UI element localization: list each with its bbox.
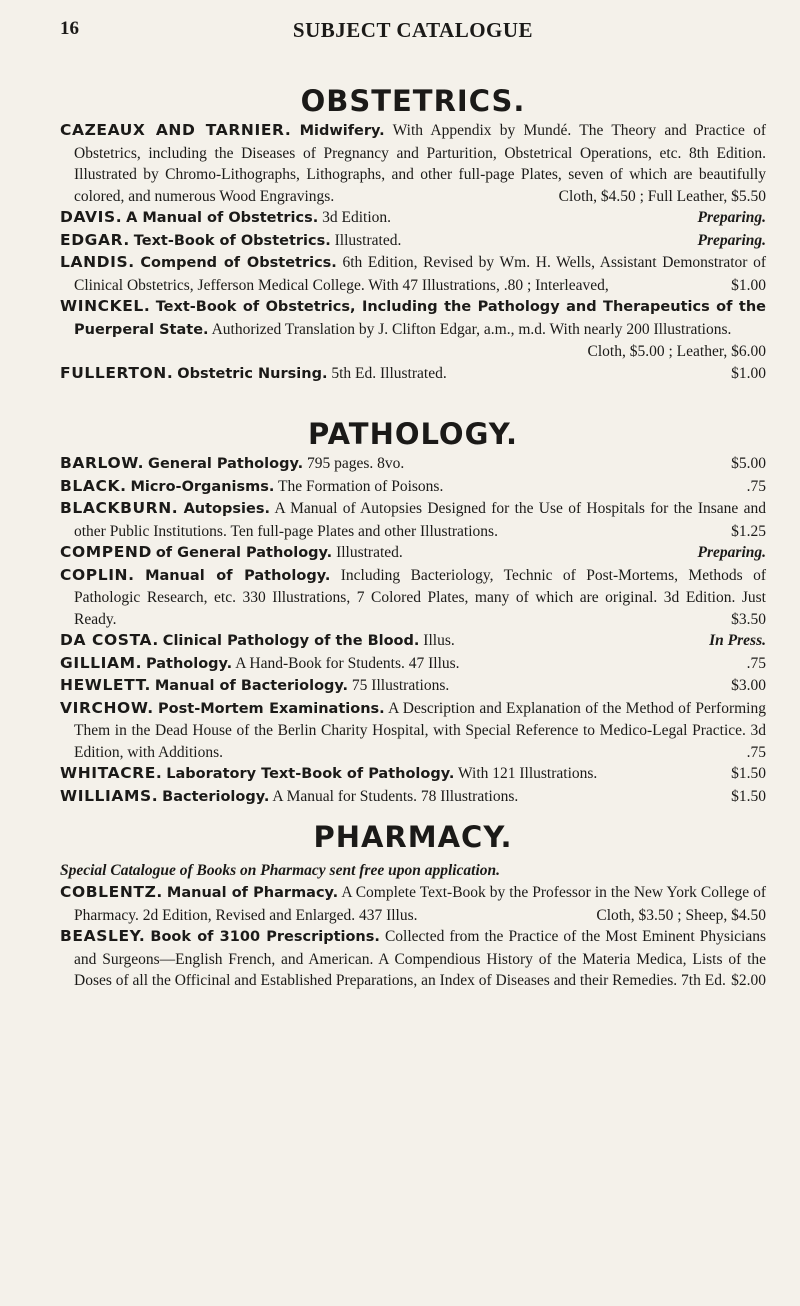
catalogue-page: [60, 18, 766, 992]
entry-text: 6th Edition, Revised by Wm. H. Wells, Assistant Demonstrator of Clinical Obstetrics, Jefferson Medical College. With 47 Illustrations, .80 ; Interleaved,: [74, 254, 767, 294]
entry-price: Preparing.: [697, 544, 766, 561]
entry-author: DA COSTA.: [60, 631, 159, 649]
entry-author: WINCKEL.: [60, 297, 151, 315]
entry-author: BLACKBURN.: [60, 499, 179, 517]
entry-title: Text-Book of Obstetrics, Including the Pathology and Therapeutics of the Puerperal State.: [74, 299, 766, 338]
entry-title: of General Pathology.: [155, 545, 333, 561]
entry-text: A Hand-Book for Students. 47 Illus.: [235, 654, 460, 672]
entry-title: Clinical Pathology of the Blood.: [162, 633, 420, 649]
entry-author: VIRCHOW.: [60, 698, 154, 717]
entry-title: Autopsies.: [183, 501, 270, 517]
running-head: [60, 18, 766, 48]
section-heading-pharmacy: PHARMACY.: [313, 820, 513, 854]
entry-title: Manual of Bacteriology.: [154, 678, 349, 694]
entry-price: $1.00: [731, 364, 766, 382]
entry-text: Collected from the Practice of the Most Eminent Physicians and Surgeons—English French, and American. A Compendious History of the Materia Medica, Lists of the Doses of all the Officinal and Established Preparations, an Index of Diseases and their Remedies. 7th Ed.: [74, 928, 767, 989]
entry-title: Compend of Obstetrics.: [140, 255, 337, 271]
entry-title: A Manual of Obstetrics.: [126, 210, 319, 226]
entry-price: $3.50: [731, 610, 766, 628]
section-pathology: [60, 453, 766, 808]
entry-title: Laboratory Text-Book of Pathology.: [166, 766, 455, 782]
entry-title: Bacteriology.: [162, 788, 270, 805]
entry-title: Text-Book of Obstetrics.: [133, 232, 331, 249]
entry-price: $1.50: [731, 787, 766, 805]
entry-price: $1.50: [731, 765, 766, 782]
catalogue-entry: [60, 296, 766, 363]
entry-title: Midwifery.: [299, 123, 385, 139]
entry-price: $3.00: [731, 677, 766, 694]
entry-price: Cloth, $3.50 ; Sheep, $4.50: [596, 906, 766, 924]
catalogue-entry: [60, 252, 766, 296]
catalogue-entry: [60, 453, 766, 476]
entry-price: Cloth, $5.00 ; Leather, $6.00: [587, 343, 766, 360]
entry-author: COMPEND: [60, 543, 152, 561]
section-pharmacy: [60, 882, 766, 992]
entry-price: $1.00: [731, 276, 766, 294]
page-number: 16: [60, 18, 79, 39]
entry-text: Including Bacteriology, Technic of Post-Mortems, Methods of Pathologic Research, etc. 330 Illustrations, 7 Colored Plates, many of which are original. 3d Edition. Just Ready.: [74, 566, 767, 628]
entry-title: Manual of Pathology.: [145, 567, 331, 584]
entry-price: Cloth, $4.50 ; Full Leather, $5.50: [558, 187, 766, 205]
catalogue-entry: [60, 476, 766, 499]
catalogue-entry: [60, 120, 766, 207]
catalogue-entry: [60, 653, 766, 676]
entry-price: Preparing.: [697, 231, 766, 249]
catalogue-title: SUBJECT CATALOGUE: [292, 18, 534, 42]
catalogue-entry: [60, 498, 766, 542]
entry-author: FULLERTON.: [60, 363, 174, 382]
entry-title: Pathology.: [146, 655, 233, 672]
entry-author: COBLENTZ.: [60, 883, 163, 901]
catalogue-entry: [60, 207, 766, 230]
catalogue-entry: [60, 630, 766, 653]
entry-author: BEASLEY.: [60, 927, 146, 945]
entry-author: BLACK.: [60, 476, 127, 495]
entry-author: WHITACRE.: [60, 764, 163, 782]
entry-text: A Manual of Autopsies Designed for the Use of Hospitals for the Insane and other Public Institutions. Ten full-page Plates and other Illustrations.: [74, 500, 766, 540]
entry-text: 75 Illustrations.: [351, 677, 450, 694]
entry-text: Illustrated.: [336, 544, 403, 561]
pharmacy-catalogue-note: Special Catalogue of Books on Pharmacy sent free upon application.: [60, 862, 501, 879]
section-heading-pathology: PATHOLOGY.: [308, 417, 518, 451]
entry-text: 5th Ed. Illustrated.: [331, 364, 447, 382]
entry-text: With 121 Illustrations.: [458, 765, 598, 782]
entry-price: Preparing.: [697, 209, 766, 226]
catalogue-entry: [60, 926, 766, 992]
section-obstetrics: [60, 120, 766, 385]
entry-author: CAZEAUX AND TARNIER.: [60, 121, 292, 139]
entry-price: $2.00: [731, 972, 766, 989]
entry-title: Book of 3100 Prescriptions.: [150, 929, 380, 945]
catalogue-entry: [60, 763, 766, 786]
entry-author: LANDIS.: [60, 253, 135, 271]
entry-author: WILLIAMS.: [60, 786, 159, 805]
catalogue-entry: [60, 363, 766, 386]
entry-text: 795 pages. 8vo.: [306, 455, 405, 472]
entry-title: Micro-Organisms.: [130, 478, 275, 495]
catalogue-entry: [60, 698, 766, 764]
entry-author: EDGAR.: [60, 230, 130, 249]
entry-price: In Press.: [709, 632, 766, 649]
entry-title: Manual of Pharmacy.: [166, 885, 339, 901]
entry-title: Obstetric Nursing.: [177, 365, 328, 382]
entry-author: HEWLETT.: [60, 676, 151, 694]
catalogue-entry: [60, 786, 766, 809]
entry-price: .75: [746, 477, 766, 495]
entry-price: $1.25: [731, 522, 766, 540]
entry-price: $5.00: [731, 455, 766, 472]
entry-author: DAVIS.: [60, 208, 123, 226]
entry-title: Post-Mortem Examinations.: [158, 700, 385, 717]
catalogue-entry: [60, 675, 766, 698]
entry-text: A Description and Explanation of the Method of Performing Them in the Dead House of the Berlin Charity Hospital, with Special Reference to Medico-Legal Practice. 3d Edition, with Additions.: [74, 699, 766, 761]
entry-text: A Complete Text-Book by the Professor in the New York College of Pharmacy. 2d Edition, Revised and Enlarged. 437 Illus.: [74, 884, 767, 924]
entry-text: Authorized Translation by J. Clifton Edgar, a.m., m.d. With nearly 200 Illustrations.: [211, 320, 732, 338]
entry-text: The Formation of Poisons.: [278, 477, 444, 495]
entry-text: 3d Edition.: [322, 209, 392, 226]
entry-text: Illustrated.: [334, 231, 402, 249]
catalogue-entry: [60, 882, 766, 926]
entry-price: .75: [746, 654, 766, 672]
entry-author: GILLIAM.: [60, 653, 143, 672]
entry-price: .75: [746, 743, 766, 761]
entry-title: General Pathology.: [148, 456, 304, 472]
section-heading-obstetrics: OBSTETRICS.: [300, 84, 526, 118]
entry-text: A Manual for Students. 78 Illustrations.: [272, 787, 519, 805]
catalogue-entry: [60, 565, 766, 631]
entry-text: Illus.: [423, 632, 455, 649]
entry-author: BARLOW.: [60, 454, 145, 472]
catalogue-entry: [60, 542, 766, 565]
entry-text: With Appendix by Mundé. The Theory and Practice of Obstetrics, including the Diseases of Pregnancy and Parturition, Obstetrical Operations, etc. 8th Edition. Illustrated by Chromo-Lithographs, Lithographs, and other full-page Plates, seven of which are beautifully colored, and numerous Wood Engravings.: [74, 122, 767, 205]
entry-author: COPLIN.: [60, 565, 135, 584]
catalogue-entry: [60, 230, 766, 253]
